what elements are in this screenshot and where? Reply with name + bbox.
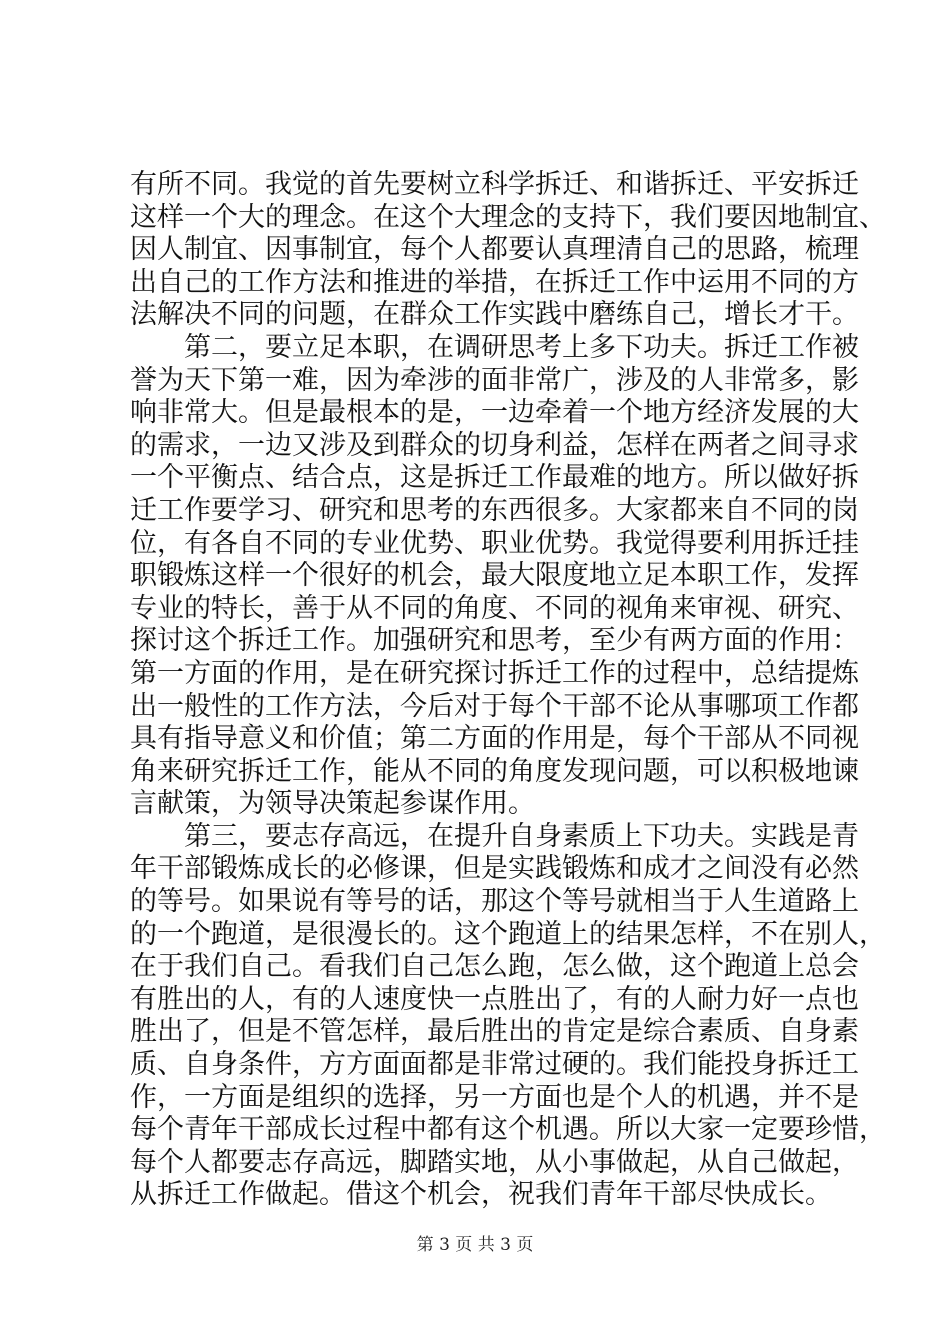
text-line: 迁工作要学习、研究和思考的东西很多。大家都来自不同的岗 [130,494,859,526]
text-line: 年干部锻炼成长的必修课，但是实践锻炼和成才之间没有必然 [130,853,859,885]
text-line: 在于我们自己。看我们自己怎么跑，怎么做，这个跑道上总会 [130,951,859,983]
text-line: 第三，要志存高远，在提升自身素质上下功夫。实践是青 [184,820,859,852]
text-line: 的等号。如果说有等号的话，那这个等号就相当于人生道路上 [130,886,859,918]
text-line: 作，一方面是组织的选择，另一方面也是个人的机遇，并不是 [130,1081,859,1113]
text-line: 有所不同。我觉的首先要树立科学拆迁、和谐拆迁、平安拆迁 [130,169,859,200]
paragraph [130,331,859,821]
text-line: 具有指导意义和价值；第二方面的作用是，每个干部从不同视 [130,723,859,755]
text-line: 胜出了，但是不管怎样，最后胜出的肯定是综合素质、自身素 [130,1016,859,1048]
text-line: 角来研究拆迁工作，能从不同的角度发现问题，可以积极地谏 [130,755,859,787]
text-line: 这样一个大的理念。在这个大理念的支持下，我们要因地制宜、 [130,201,886,233]
text-line: 质、自身条件，方方面面都是非常过硬的。我们能投身拆迁工 [130,1049,859,1081]
text-line: 有胜出的人，有的人速度快一点胜出了，有的人耐力好一点也 [130,983,859,1015]
text-line: 的一个跑道，是很漫长的。这个跑道上的结果怎样，不在别人， [130,918,886,950]
text-line: 出一般性的工作方法，今后对于每个干部不论从事哪项工作都 [130,690,859,722]
text-line: 第二，要立足本职，在调研思考上多下功夫。拆迁工作被 [184,331,859,363]
text-line: 每个人都要志存高远，脚踏实地，从小事做起，从自己做起， [130,1146,859,1178]
text-line: 职锻炼这样一个很好的机会，最大限度地立足本职工作，发挥 [130,560,859,592]
text-line: 法解决不同的问题，在群众工作实践中磨练自己，增长才干。 [130,299,859,331]
page-number-footer: 第 3 页 共 3 页 [416,1235,534,1255]
text-line: 言献策，为领导决策起参谋作用。 [130,788,535,820]
text-line: 誉为天下第一难，因为牵涉的面非常广，涉及的人非常多，影 [130,364,859,396]
text-line: 的需求，一边又涉及到群众的切身利益，怎样在两者之间寻求 [130,429,859,461]
text-line: 响非常大。但是最根本的是，一边牵着一个地方经济发展的大 [130,397,859,429]
text-line: 专业的特长，善于从不同的角度、不同的视角来审视、研究、 [130,592,859,624]
text-line: 因人制宜、因事制宜，每个人都要认真理清自己的思路，梳理 [130,234,859,266]
text-line: 探讨这个拆迁工作。加强研究和思考，至少有两方面的作用： [130,625,859,657]
text-line: 出自己的工作方法和推进的举措，在拆迁工作中运用不同的方 [130,266,859,298]
paragraph [130,820,886,1212]
text-line: 第一方面的作用，是在研究探讨拆迁工作的过程中，总结提炼 [130,657,859,689]
text-line: 位，有各自不同的专业优势、职业优势。我觉得要利用拆迁挂 [130,527,859,559]
paragraph [130,169,886,332]
text-line: 每个青年干部成长过程中都有这个机遇。所以大家一定要珍惜， [130,1114,886,1146]
document-body [130,169,886,1212]
text-line: 从拆迁工作做起。借这个机会，祝我们青年干部尽快成长。 [130,1179,832,1211]
text-line: 一个平衡点、结合点，这是拆迁工作最难的地方。所以做好拆 [130,462,859,494]
